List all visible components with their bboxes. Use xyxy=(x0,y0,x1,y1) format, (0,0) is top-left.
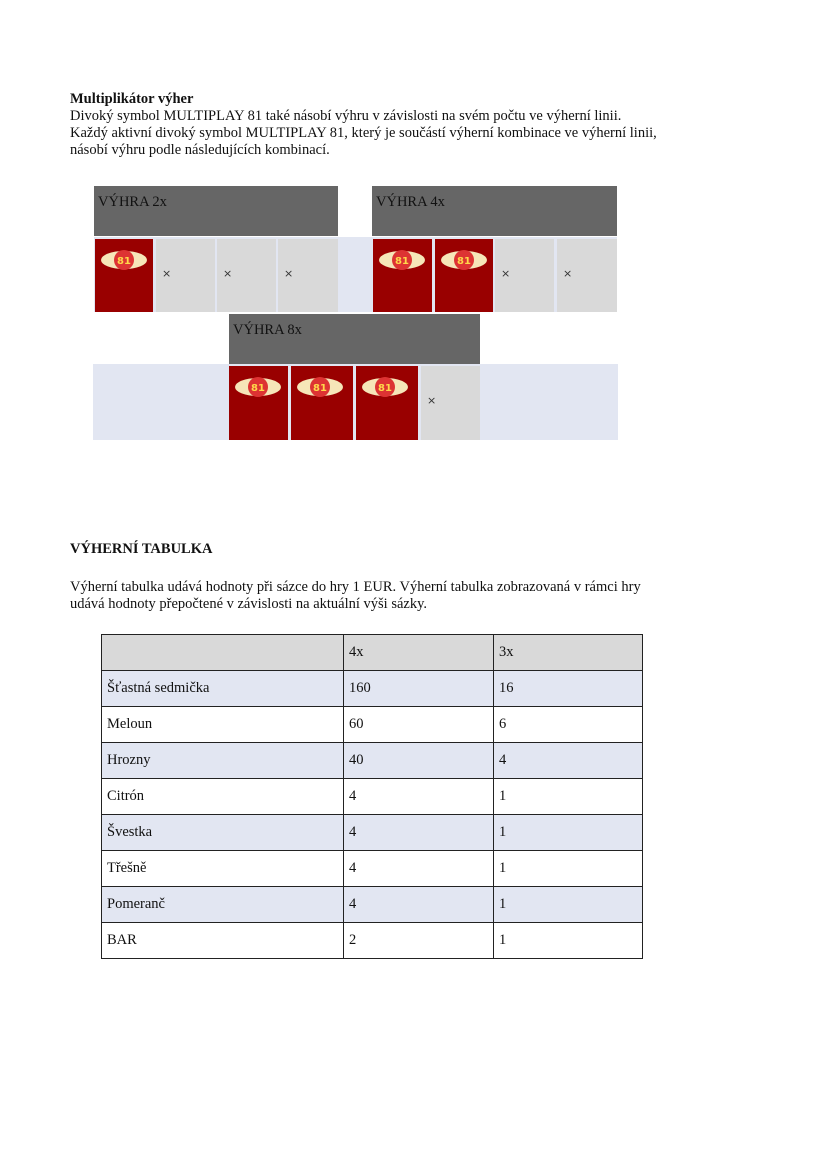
multiplay-81-wild-icon xyxy=(291,366,353,440)
payout-4x: 40 xyxy=(344,743,494,779)
win-2x-header: VÝHRA 2x xyxy=(94,186,338,236)
payout-4x: 4 xyxy=(344,779,494,815)
column-header: 3x xyxy=(494,635,643,671)
svg-text:81: 81 xyxy=(251,383,265,394)
payout-3x: 6 xyxy=(494,707,643,743)
payout-4x: 4 xyxy=(344,887,494,923)
payout-3x: 1 xyxy=(494,887,643,923)
payout-4x: 4 xyxy=(344,815,494,851)
empty-slot: × xyxy=(278,239,338,312)
table-row xyxy=(102,923,643,959)
multiplay-81-wild-icon xyxy=(435,239,493,312)
multiplay-81-wild-icon xyxy=(229,366,288,440)
payout-4x: 60 xyxy=(344,707,494,743)
symbol-name: Třešně xyxy=(102,851,344,887)
empty-slot: × xyxy=(495,239,554,312)
payout-3x: 1 xyxy=(494,851,643,887)
empty-slot: × xyxy=(156,239,215,312)
payout-3x: 16 xyxy=(494,671,643,707)
column-header: 4x xyxy=(344,635,494,671)
paytable xyxy=(101,634,643,959)
svg-text:81: 81 xyxy=(457,256,471,267)
svg-text:81: 81 xyxy=(313,383,327,394)
empty-slot: × xyxy=(421,366,480,440)
symbol-name: Citrón xyxy=(102,779,344,815)
svg-text:81: 81 xyxy=(395,256,409,267)
symbol-name: Pomeranč xyxy=(102,887,344,923)
payout-4x: 160 xyxy=(344,671,494,707)
paytable-heading: VÝHERNÍ TABULKA xyxy=(70,541,213,557)
payout-4x: 4 xyxy=(344,851,494,887)
svg-text:81: 81 xyxy=(117,256,131,267)
symbol-name: Šťastná sedmička xyxy=(102,671,344,707)
svg-text:81: 81 xyxy=(378,383,392,394)
symbol-name: BAR xyxy=(102,923,344,959)
payout-3x: 1 xyxy=(494,923,643,959)
table-header-row xyxy=(102,635,643,671)
multiplay-81-wild-icon xyxy=(95,239,153,312)
multiplay-81-wild-icon xyxy=(373,239,432,312)
table-row xyxy=(102,707,643,743)
payout-4x: 2 xyxy=(344,923,494,959)
table-row xyxy=(102,815,643,851)
win-4x-header: VÝHRA 4x xyxy=(372,186,617,236)
symbol-name: Švestka xyxy=(102,815,344,851)
column-header xyxy=(102,635,344,671)
table-row xyxy=(102,779,643,815)
table-row xyxy=(102,851,643,887)
multiplier-text-line-1: Divoký symbol MULTIPLAY 81 také násobí výhru v závislosti na svém počtu ve výherní linii. xyxy=(70,108,622,124)
payout-3x: 1 xyxy=(494,779,643,815)
payout-3x: 1 xyxy=(494,815,643,851)
multiplier-text-line-3: násobí výhru podle následujících kombinací. xyxy=(70,142,330,158)
symbol-name: Hrozny xyxy=(102,743,344,779)
multiplier-text-line-2: Každý aktivní divoký symbol MULTIPLAY 81, který je součástí výherní kombinace ve výherní linii, xyxy=(70,125,657,141)
multiplay-81-wild-icon xyxy=(356,366,418,440)
paytable-text-line-2: udává hodnoty přepočtené v závislosti na aktuální výši sázky. xyxy=(70,596,428,612)
multiplier-heading: Multiplikátor výher xyxy=(70,91,194,107)
table-row xyxy=(102,671,643,707)
win-8x-header: VÝHRA 8x xyxy=(229,314,480,364)
paytable-text-line-1: Výherní tabulka udává hodnoty při sázce do hry 1 EUR. Výherní tabulka zobrazovaná v rámci hry xyxy=(70,579,641,595)
table-row xyxy=(102,743,643,779)
payout-3x: 4 xyxy=(494,743,643,779)
empty-slot: × xyxy=(217,239,276,312)
empty-slot: × xyxy=(557,239,617,312)
symbol-name: Meloun xyxy=(102,707,344,743)
table-row xyxy=(102,887,643,923)
